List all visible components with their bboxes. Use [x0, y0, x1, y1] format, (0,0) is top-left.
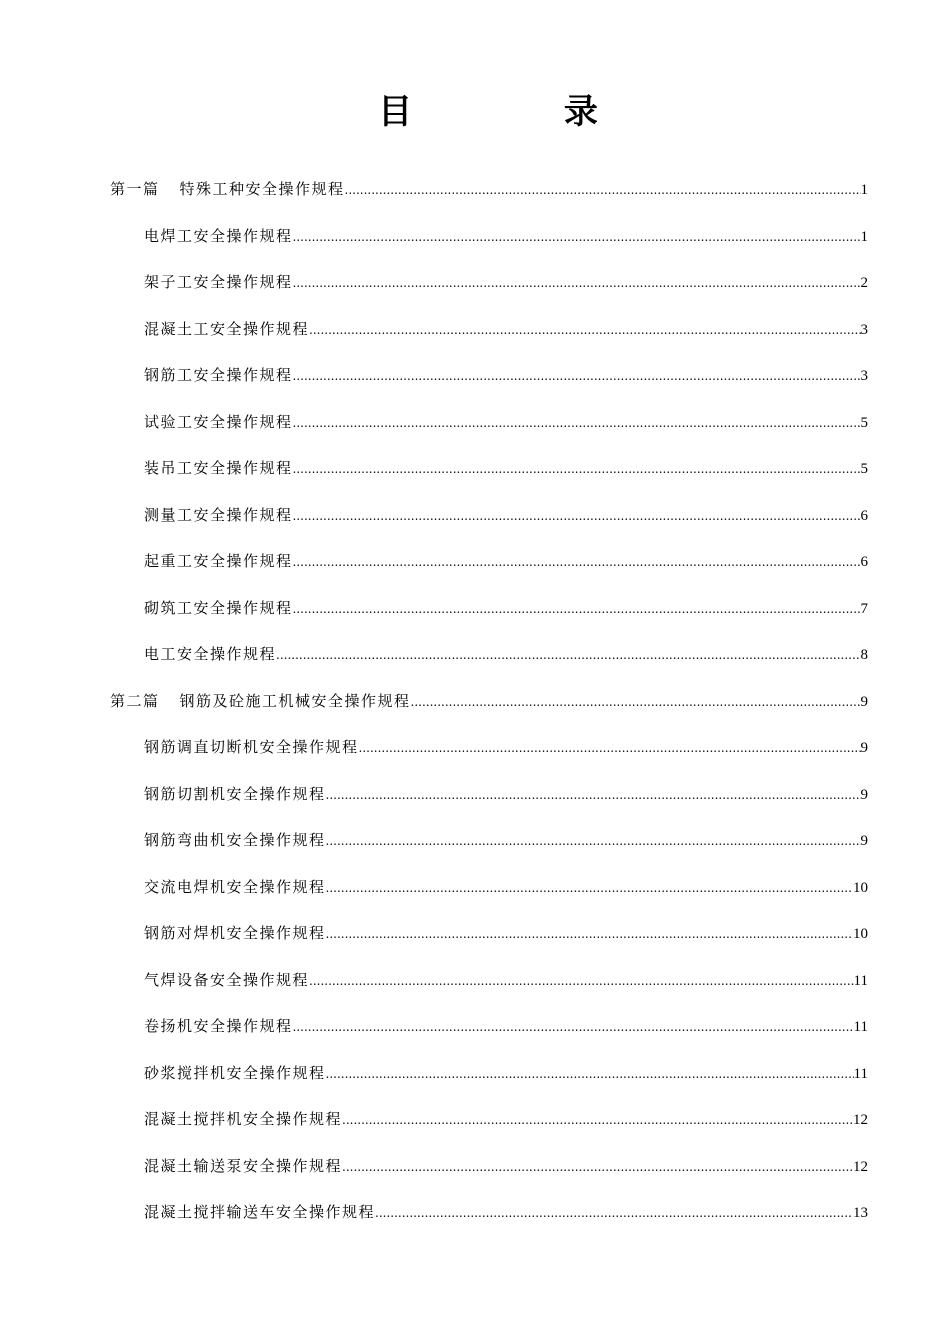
toc-list	[110, 166, 868, 1236]
toc-page-number: 9	[860, 693, 868, 710]
toc-page-number: 11	[853, 1019, 868, 1035]
toc-entry-text: 起重工安全操作规程	[144, 552, 293, 570]
toc-part-label: 第二篇	[110, 691, 160, 710]
toc-entry[interactable]	[110, 306, 868, 353]
toc-page-number: 5	[860, 414, 868, 431]
toc-entry[interactable]	[110, 957, 868, 1004]
toc-entry-text: 砌筑工安全操作规程	[144, 598, 293, 617]
toc-dot-leader	[359, 725, 861, 772]
toc-page-number: 8	[860, 647, 868, 663]
toc-entry-text: 钢筋调直切断机安全操作规程	[144, 738, 359, 756]
toc-page-number: 3	[860, 321, 868, 338]
toc-dot-leader	[309, 307, 860, 354]
toc-dot-leader	[293, 400, 861, 447]
toc-entry[interactable]	[110, 1096, 868, 1143]
toc-page-number: 6	[860, 554, 868, 570]
toc-dot-leader	[276, 632, 860, 679]
toc-page-number: 6	[860, 507, 868, 524]
toc-entry[interactable]	[110, 1189, 868, 1236]
toc-dot-leader	[293, 1004, 854, 1051]
toc-dot-leader	[345, 167, 861, 214]
toc-entry-part-2[interactable]	[110, 678, 868, 725]
toc-entry[interactable]	[110, 585, 868, 632]
toc-entry-text	[110, 166, 345, 213]
toc-dot-leader	[326, 1051, 854, 1098]
toc-entry[interactable]	[110, 817, 868, 864]
toc-page-number: 9	[860, 786, 868, 803]
toc-dot-leader	[293, 493, 861, 540]
toc-entry[interactable]	[110, 631, 868, 678]
toc-entry[interactable]	[110, 1003, 868, 1050]
toc-entry-text: 测量工安全操作规程	[144, 505, 293, 524]
toc-page-number: 12	[853, 1112, 868, 1128]
toc-dot-leader	[326, 865, 853, 912]
toc-entry[interactable]	[110, 1143, 868, 1190]
toc-dot-leader	[411, 679, 861, 726]
toc-entry-text: 电焊工安全操作规程	[144, 226, 293, 245]
toc-entry-text: 砂浆搅拌机安全操作规程	[144, 1063, 326, 1082]
toc-entry-text: 试验工安全操作规程	[144, 412, 293, 431]
toc-page-number: 1	[860, 228, 868, 245]
toc-entry[interactable]	[110, 213, 868, 260]
toc-dot-leader	[293, 260, 861, 307]
toc-dot-leader	[293, 539, 861, 586]
toc-dot-leader	[326, 911, 853, 958]
toc-page-number: 11	[853, 972, 868, 989]
toc-dot-leader	[293, 353, 861, 400]
toc-entry[interactable]	[110, 771, 868, 818]
toc-entry-text: 气焊设备安全操作规程	[144, 970, 310, 989]
toc-entry[interactable]	[110, 724, 868, 771]
toc-entry-text: 钢筋切割机安全操作规程	[144, 784, 326, 803]
toc-entry-text: 钢筋对焊机安全操作规程	[144, 924, 326, 942]
toc-page-number: 2	[860, 275, 868, 291]
toc-entry-text: 钢筋工安全操作规程	[144, 366, 293, 384]
toc-entry[interactable]	[110, 492, 868, 539]
toc-dot-leader	[326, 818, 861, 865]
toc-entry-part-1[interactable]	[110, 166, 868, 213]
toc-part-title: 特殊工种安全操作规程	[179, 180, 345, 198]
toc-dot-leader	[309, 958, 854, 1005]
toc-dot-leader	[342, 1144, 853, 1191]
toc-page-number: 7	[860, 600, 868, 617]
toc-dot-leader	[293, 586, 861, 633]
toc-entry[interactable]	[110, 259, 868, 306]
toc-entry-text	[110, 678, 411, 725]
toc-entry-text: 装吊工安全操作规程	[144, 459, 293, 477]
toc-entry-text: 交流电焊机安全操作规程	[144, 877, 326, 896]
toc-dot-leader	[342, 1097, 853, 1144]
toc-dot-leader	[375, 1190, 853, 1237]
toc-page-number: 3	[860, 368, 868, 384]
toc-entry-text: 架子工安全操作规程	[144, 273, 293, 291]
toc-part-label: 第一篇	[110, 180, 160, 198]
toc-entry-text: 钢筋弯曲机安全操作规程	[144, 831, 326, 849]
toc-part-title: 钢筋及砼施工机械安全操作规程	[179, 691, 411, 710]
toc-page-number: 5	[860, 461, 868, 477]
toc-entry-text: 混凝土搅拌输送车安全操作规程	[144, 1203, 376, 1221]
toc-entry[interactable]	[110, 399, 868, 446]
toc-dot-leader	[293, 446, 861, 493]
toc-dot-leader	[293, 214, 861, 261]
toc-entry-text: 电工安全操作规程	[144, 645, 277, 663]
toc-entry[interactable]	[110, 352, 868, 399]
toc-page-number: 1	[860, 182, 868, 198]
toc-page-number: 11	[853, 1065, 868, 1082]
toc-entry-text: 卷扬机安全操作规程	[144, 1017, 293, 1035]
toc-entry[interactable]	[110, 864, 868, 911]
toc-page-number: 10	[853, 926, 868, 942]
toc-entry-text: 混凝土搅拌机安全操作规程	[144, 1110, 343, 1128]
toc-entry[interactable]	[110, 1050, 868, 1097]
toc-entry-text: 混凝土输送泵安全操作规程	[144, 1156, 343, 1175]
toc-entry[interactable]	[110, 538, 868, 585]
toc-page-number: 13	[853, 1205, 868, 1221]
toc-page-number: 9	[860, 740, 868, 756]
toc-page-number: 10	[853, 879, 868, 896]
toc-page-number: 9	[860, 833, 868, 849]
toc-entry-text: 混凝土工安全操作规程	[144, 319, 310, 338]
toc-page-number: 12	[853, 1158, 868, 1175]
toc-entry[interactable]	[110, 445, 868, 492]
toc-title: 目 录	[378, 92, 668, 132]
toc-dot-leader	[326, 772, 861, 819]
toc-entry[interactable]	[110, 910, 868, 957]
